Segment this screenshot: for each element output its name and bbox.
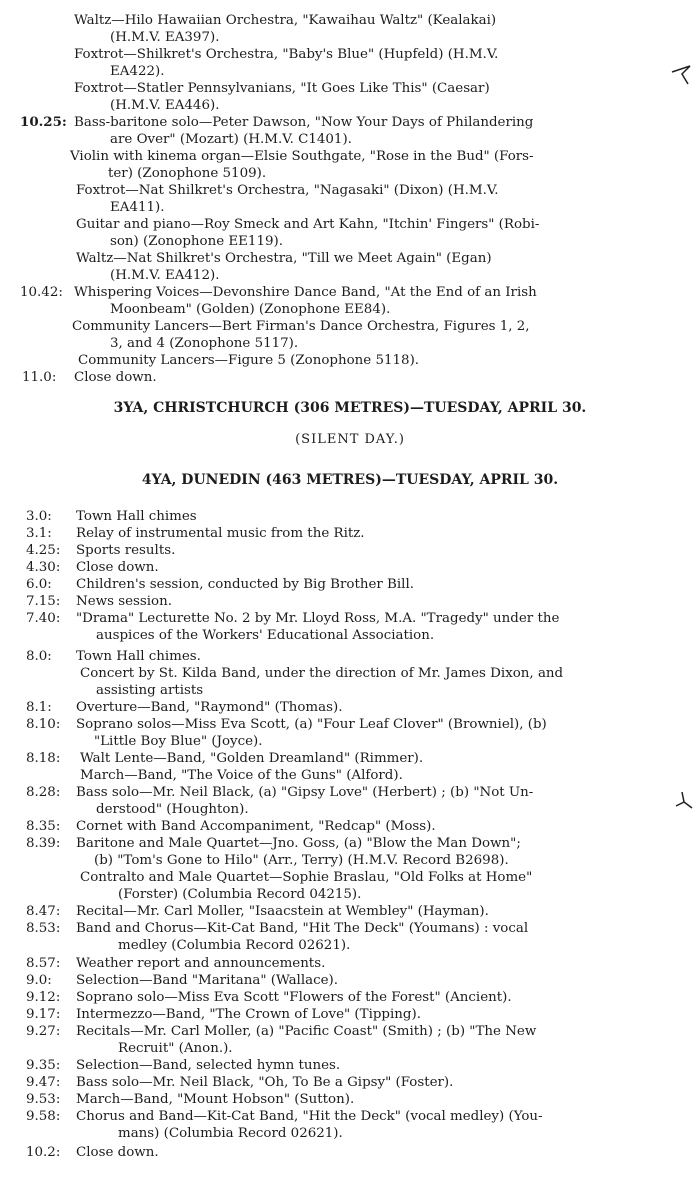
programme-item: Baritone and Male Quartet—Jno. Goss, (a) "Blow the Man Down"; [76,836,521,851]
time-label: 8.53: [26,921,61,936]
entry-foxtrot-babys-blue: Foxtrot—Shilkret's Orchestra, "Baby's Blue" (Hupfeld) (H.M.V. [74,47,499,62]
programme-item: Bass solo—Mr. Neil Black, "Oh, To Be a Gipsy" (Foster). [76,1075,454,1090]
programme-item: Overture—Band, "Raymond" (Thomas). [76,700,343,715]
programme-item: Relay of instrumental music from the Ritz. [76,526,365,541]
programme-item: Children's session, conducted by Big Brother Bill. [76,577,414,592]
entry-whispering-voices: Whispering Voices—Devonshire Dance Band, "At the End of an Irish [74,285,537,300]
scan-mark-icon [672,790,694,816]
entry-close-down: Close down. [74,370,157,385]
programme-item: March—Band, "Mount Hobson" (Sutton). [76,1092,355,1107]
programme-item: March—Band, "The Voice of the Guns" (Alford). [80,768,403,783]
time-label: 9.58: [26,1109,61,1124]
programme-item: Close down. [76,560,159,575]
programme-continuation: mans) (Columbia Record 02621). [118,1126,343,1141]
programme-item: Contralto and Male Quartet—Sophie Braslau, "Old Folks at Home" [80,870,533,885]
time-label: 10.42: [20,285,63,300]
programme-continuation: assisting artists [96,683,204,698]
entry-continuation: EA411). [110,200,165,215]
programme-continuation: medley (Columbia Record 02621). [118,938,351,953]
time-label: 9.35: [26,1058,61,1073]
time-label: 7.40: [26,611,61,626]
station-heading-3ya: 3YA, CHRISTCHURCH (306 METRES)—TUESDAY, APRIL 30. [113,400,587,416]
entry-continuation: (H.M.V. EA412). [110,268,220,283]
programme-item: Soprano solos—Miss Eva Scott, (a) "Four Leaf Clover" (Browniel), (b) [76,717,547,732]
programme-item: Bass solo—Mr. Neil Black, (a) "Gipsy Love" (Herbert) ; (b) "Not Un- [76,785,534,800]
programme-continuation: (b) "Tom's Gone to Hilo" (Arr., Terry) (H.M.V. Record B2698). [94,853,509,868]
time-label: 9.17: [26,1007,61,1022]
entry-community-lancers: Community Lancers—Bert Firman's Dance Orchestra, Figures 1, 2, [72,319,530,334]
programme-item: Town Hall chimes. [76,649,201,664]
entry-continuation: (H.M.V. EA446). [110,98,220,113]
programme-item: Selection—Band "Maritana" (Wallace). [76,973,339,988]
entry-waltz-till-we-meet: Waltz—Nat Shilkret's Orchestra, "Till we Meet Again" (Egan) [76,251,492,266]
silent-day-note: (SILENT DAY.) [295,432,405,447]
entry-foxtrot-it-goes: Foxtrot—Statler Pennsylvanians, "It Goes Like This" (Caesar) [74,81,490,96]
programme-item: Intermezzo—Band, "The Crown of Love" (Tipping). [76,1007,421,1022]
time-label: 10.2: [26,1145,61,1160]
time-label: 10.25: [20,114,67,130]
entry-community-lancers-fig5: Community Lancers—Figure 5 (Zonophone 5118). [78,353,420,368]
time-label: 8.28: [26,785,61,800]
time-label: 9.27: [26,1024,61,1039]
time-label: 7.15: [26,594,61,609]
programme-item: Sports results. [76,543,176,558]
time-label: 8.18: [26,751,61,766]
time-label: 3.0: [26,509,52,524]
programme-item: Cornet with Band Accompaniment, "Redcap" (Moss). [76,819,436,834]
programme-continuation: "Little Boy Blue" (Joyce). [94,734,263,749]
programme-item: Concert by St. Kilda Band, under the direction of Mr. James Dixon, and [80,666,564,681]
time-label: 8.0: [26,649,52,664]
station-heading-4ya: 4YA, DUNEDIN (463 METRES)—TUESDAY, APRIL 30. [141,472,559,488]
entry-waltz-hilo: Waltz—Hilo Hawaiian Orchestra, "Kawaihau Waltz" (Kealakai) [74,13,497,28]
time-label: 8.10: [26,717,61,732]
programme-continuation: Recruit" (Anon.). [118,1041,233,1056]
time-label: 8.47: [26,904,61,919]
programme-item: Recitals—Mr. Carl Moller, (a) "Pacific Coast" (Smith) ; (b) "The New [76,1024,537,1039]
time-label: 4.30: [26,560,61,575]
scan-mark-icon [670,62,694,86]
programme-item: Close down. [76,1145,159,1160]
programme-item: Town Hall chimes [76,509,197,524]
programme-continuation: derstood" (Houghton). [96,802,249,817]
time-label: 4.25: [26,543,61,558]
time-label: 9.0: [26,973,52,988]
entry-continuation: are Over" (Mozart) (H.M.V. C1401). [110,132,352,147]
time-label: 9.53: [26,1092,61,1107]
entry-continuation: son) (Zonophone EE119). [110,234,283,249]
entry-foxtrot-nagasaki: Foxtrot—Nat Shilkret's Orchestra, "Nagasaki" (Dixon) (H.M.V. [76,183,499,198]
programme-continuation: (Forster) (Columbia Record 04215). [118,887,362,902]
entry-guitar-piano: Guitar and piano—Roy Smeck and Art Kahn, "Itchin' Fingers" (Robi- [76,217,540,232]
programme-item: Weather report and announcements. [76,956,326,971]
programme-item: Selection—Band, selected hymn tunes. [76,1058,341,1073]
time-label: 3.1: [26,526,52,541]
entry-continuation: Moonbeam" (Golden) (Zonophone EE84). [110,302,391,317]
programme-item: Walt Lente—Band, "Golden Dreamland" (Rimmer). [80,751,424,766]
time-label: 8.57: [26,956,61,971]
time-label: 11.0: [22,370,57,385]
programme-item: Soprano solo—Miss Eva Scott "Flowers of the Forest" (Ancient). [76,990,512,1005]
entry-bass-baritone: Bass-baritone solo—Peter Dawson, "Now Your Days of Philandering [74,115,534,130]
programme-continuation: auspices of the Workers' Educational Association. [96,628,435,643]
entry-continuation: 3, and 4 (Zonophone 5117). [110,336,299,351]
programme-item: "Drama" Lecturette No. 2 by Mr. Lloyd Ross, M.A. "Tragedy" under the [76,611,560,626]
time-label: 6.0: [26,577,52,592]
time-label: 8.1: [26,700,52,715]
entry-continuation: (H.M.V. EA397). [110,30,220,45]
entry-continuation: ter) (Zonophone 5109). [108,166,267,181]
programme-item: News session. [76,594,172,609]
programme-item: Recital—Mr. Carl Moller, "Isaacstein at Wembley" (Hayman). [76,904,489,919]
time-label: 9.47: [26,1075,61,1090]
time-label: 8.39: [26,836,61,851]
time-label: 8.35: [26,819,61,834]
entry-continuation: EA422). [110,64,165,79]
programme-item: Chorus and Band—Kit-Cat Band, "Hit the Deck" (vocal medley) (You- [76,1109,543,1124]
entry-violin-kinema: Violin with kinema organ—Elsie Southgate, "Rose in the Bud" (Fors- [70,149,534,164]
time-label: 9.12: [26,990,61,1005]
programme-item: Band and Chorus—Kit-Cat Band, "Hit The Deck" (Youmans) : vocal [76,921,529,936]
